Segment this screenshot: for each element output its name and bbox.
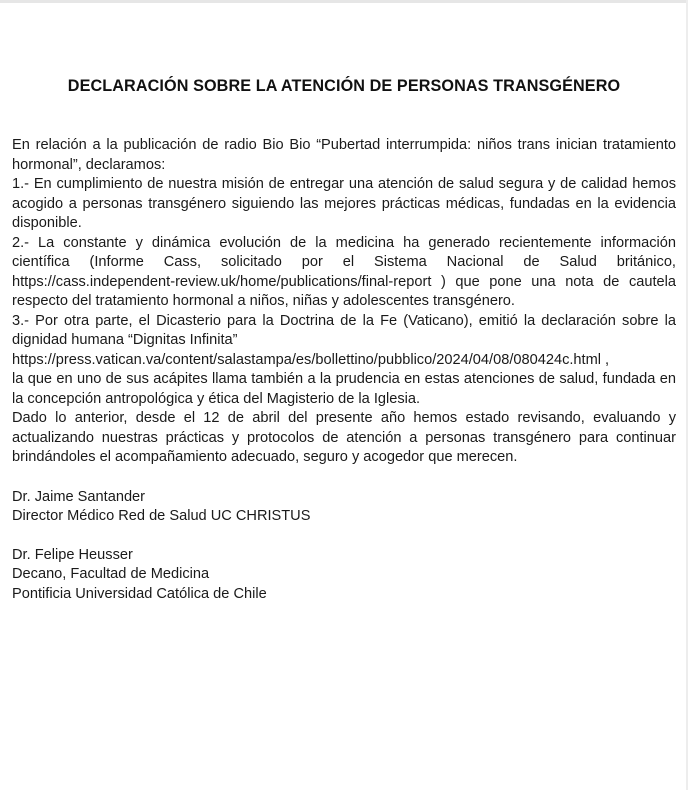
document-body: [12, 136, 676, 468]
signature-block-1: [12, 488, 676, 527]
signatory-position: Director Médico Red de Salud UC CHRISTUS: [12, 508, 311, 524]
point-2-paragraph: 2.- La constante y dinámica evolución de la medicina ha generado recientemente información científica (Informe Cass, solicitado por el Sistema Nacional de Salud británico, https://cass.independent-review.uk/home/publications/final-report ) que pone una nota de cautela respecto del tratamiento hormonal a niños, niñas y adolescentes transgénero.: [12, 234, 676, 309]
signature-block-2: [12, 546, 676, 605]
signatory-position: Decano, Facultad de Medicina: [12, 566, 210, 582]
signatory-name: Dr. Felipe Heusser: [12, 546, 133, 563]
point-1-paragraph: 1.- En cumplimiento de nuestra misión de entregar una atención de salud segura y de calidad hemos acogido a personas transgénero siguiendo las mejores prácticas médicas, fundadas en la evidencia disponible.: [12, 176, 676, 231]
intro-paragraph: En relación a la publicación de radio Bio Bio “Pubertad interrumpida: niños trans inician tratamiento hormonal”, declaramos:: [12, 137, 676, 173]
signatory-institution: Pontificia Universidad Católica de Chile: [12, 585, 267, 602]
conclusion-paragraph: Dado lo anterior, desde el 12 de abril del presente año hemos estado revisando, evaluando y actualizando nuestras prácticas y protocolos de atención a personas transgénero para continuar brindándoles el acompañamiento adecuado, seguro y acogedor que merecen.: [12, 410, 676, 465]
page-top-edge: [0, 0, 688, 3]
point-3-continuation: la que en uno de sus acápites llama también a la prudencia en estas atenciones de salud, fundada en la concepción antropológica y ética del Magisterio de la Iglesia.: [12, 371, 676, 407]
signatory-name: Dr. Jaime Santander: [12, 488, 146, 505]
document-page: [12, 76, 676, 604]
document-title: DECLARACIÓN SOBRE LA ATENCIÓN DE PERSONAS TRANSGÉNERO: [67, 77, 621, 95]
vatican-url-line: https://press.vatican.va/content/salastampa/es/bollettino/pubblico/2024/04/08/080424c.html ,: [12, 351, 610, 368]
point-3-paragraph: 3.- Por otra parte, el Dicasterio para la Doctrina de la Fe (Vaticano), emitió la declaración sobre la dignidad humana “Dignitas Infinita”: [12, 312, 676, 348]
